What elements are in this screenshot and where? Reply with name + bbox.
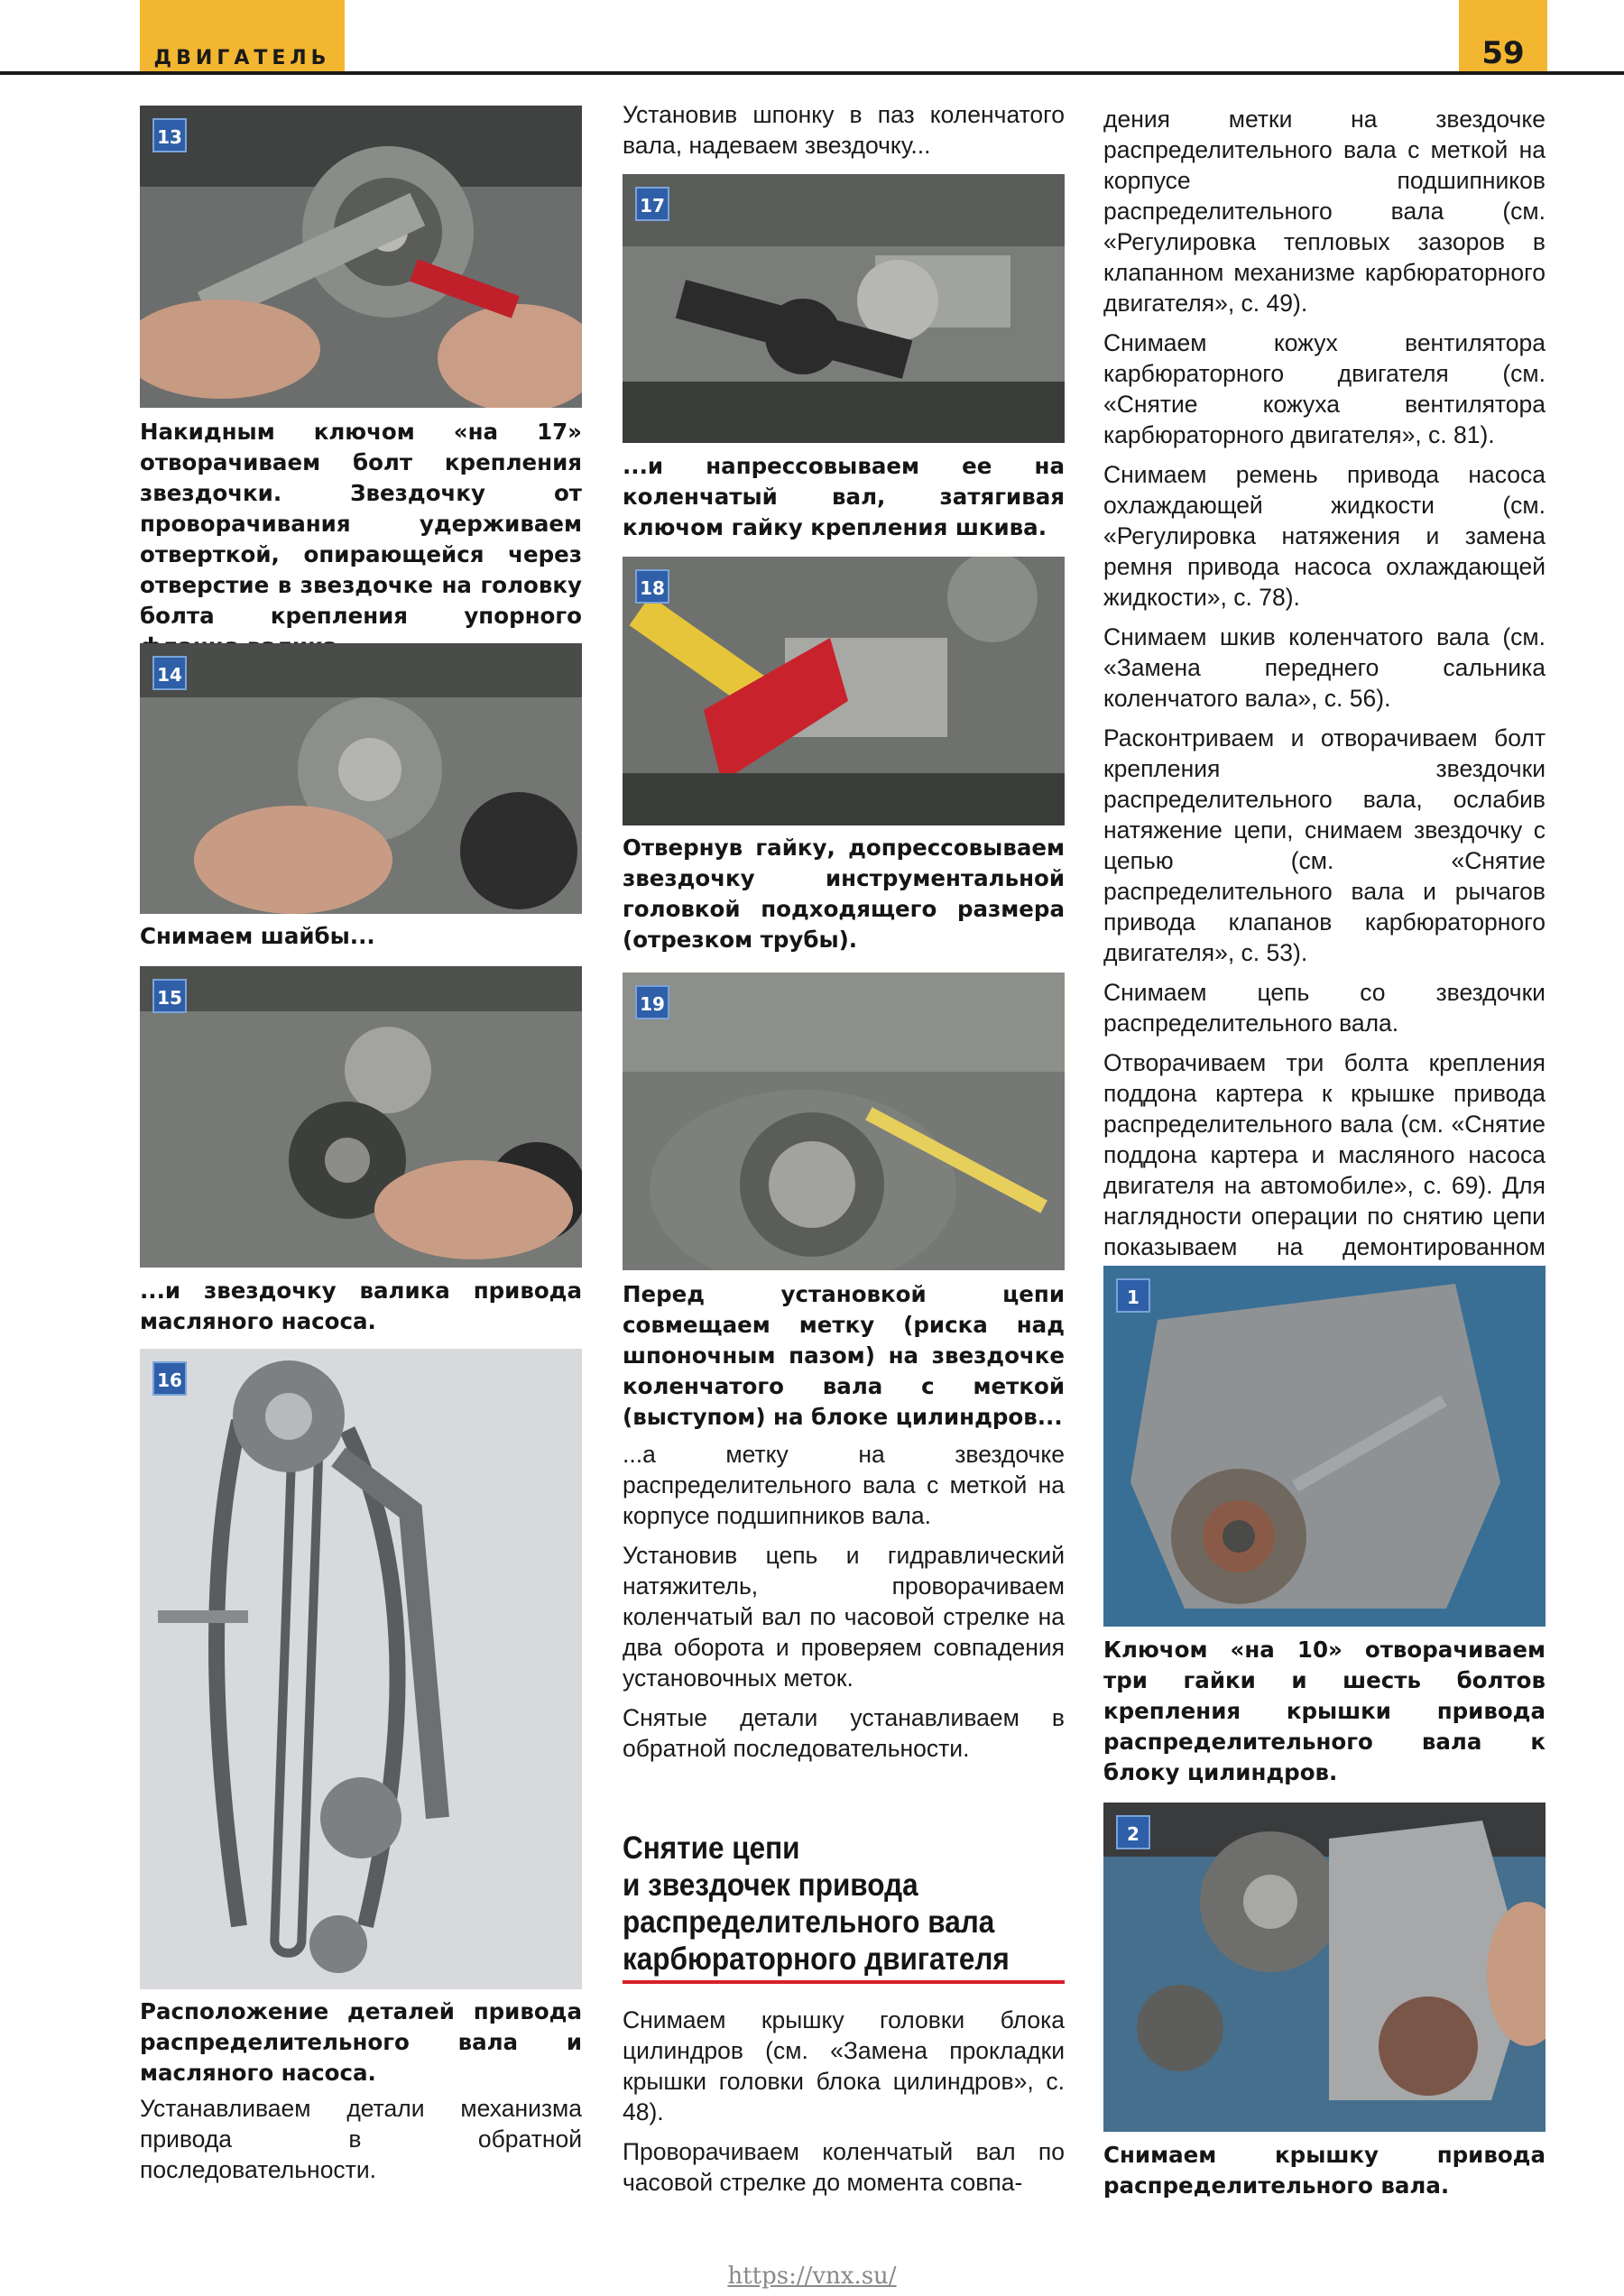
paragraph: Снимаем цепь со звездочки распределительного вала. [1103,979,1546,1037]
paragraph: Устанавливаем детали механизма привода в обратной последовательности. [140,2095,582,2183]
paragraph: Установив цепь и гидравлический натяжитель, проворачиваем коленчатый вал по часовой стрелке на два оборота и проверяем совпадения установочных меток. [623,1542,1065,1692]
paragraph: ...а метку на звездочке распределительного вала с меткой на корпусе подшипников вала. [623,1441,1065,1529]
heading-line: распределительного вала [623,1904,995,1940]
paragraph: Проворачиваем коленчатый вал по часовой стрелке до момента совпа- [623,2138,1065,2196]
caption-15: ...и звездочку валика привода масляного насоса. [140,1277,582,1334]
photo-13 [140,106,582,408]
paragraph: Установив шпонку в паз коленчатого вала, надеваем звездочку... [623,101,1065,159]
photo-number-badge: 19 [635,985,669,1019]
paragraph: Снимаем крышку головки блока цилиндров (см. «Замена прокладки крышки головки блока цилиндров», с. 48). [623,2006,1065,2125]
paragraph: Снимаем кожух вентилятора карбюраторного двигателя (см. «Снятие кожуха вентилятора карбюраторного двигателя», с. 81). [1103,329,1546,448]
caption-17: ...и напрессовываем ее на коленчатый вал, затягивая ключом гайку крепления шкива. [623,453,1065,540]
photo-number-badge: 16 [152,1361,187,1396]
paragraph: дения метки на звездочке распределительного вала с меткой на корпусе подшипников распределительного вала (см. «Регулировка тепловых зазоров в клапанном механизме карбюраторного двигателя», с. 49). [1103,106,1546,317]
caption-18: Отвернув гайку, допрессовываем звездочку инструментальной головкой подходящего размера (отрезком трубы). [623,834,1065,953]
photo-1 [1103,1266,1546,1627]
photo-number-badge: 13 [152,118,187,152]
caption-19: Перед установкой цепи совмещаем метку (риска над шпоночным пазом) на звездочке коленчатого вала с меткой (выступом) на блоке цилиндров... [623,1281,1065,1430]
text-block [623,1439,1065,1773]
section-tab [140,0,345,73]
paragraph: Снимаем ремень привода насоса охлаждающей жидкости (см. «Регулировка натяжения и замена ремня привода насоса охлаждающей жидкости», с. 78). [1103,461,1546,611]
text-block [1103,104,1546,1302]
heading-line: Снятие цепи [623,1830,800,1866]
photo-2 [1103,1803,1546,2132]
page-number-tab [1459,0,1547,73]
photo-19 [623,973,1065,1270]
page-number: 59 [1481,35,1525,71]
photo-number-badge: 17 [635,187,669,221]
heading-rule [623,1980,1065,1984]
caption-14: Снимаем шайбы... [140,923,375,949]
section-title: ДВИГАТЕЛЬ [153,47,331,69]
caption-2: Снимаем крышку привода распределительного вала. [1103,2142,1546,2199]
photo-number-badge: 14 [152,656,187,690]
header-rule [0,71,1624,75]
photo-number-badge: 2 [1116,1815,1150,1849]
photo-15 [140,966,582,1268]
caption-13: Накидным ключом «на 17» отворачиваем болт крепления звездочки. Звездочку от проворачивания удерживаем отверткой, опирающейся через отверстие в звездочке на головку болта крепления упорного [140,419,582,629]
photo-14 [140,643,582,914]
photo-number-badge: 1 [1116,1278,1150,1313]
paragraph: Отворачиваем три болта крепления поддона картера к крышке привода распределительного вала (см. «Снятие поддона картера и масляного насоса двигателя на автомобиле», с. 69). Для наглядности операции по снятию цепи показываем на демонтированном [1103,1049,1546,1260]
photo-16 [140,1349,582,1989]
photo-18 [623,557,1065,825]
caption-16: Расположение деталей привода распределительного вала и масляного насоса. [140,1998,582,2086]
heading-line: карбюраторного двигателя [623,1941,1010,1977]
heading-line: и звездочек привода [623,1867,918,1903]
paragraph: Снятые детали устанавливаем в обратной последовательности. [623,1704,1065,1762]
section-heading [623,1830,1020,1978]
photo-number-badge: 18 [635,569,669,604]
footer-url[interactable]: https://vnx.su/ [727,2263,897,2290]
text-block [623,2005,1065,2207]
caption-1: Ключом «на 10» отворачиваем три гайки и шесть болтов крепления крышки привода распределительного вала к блоку цилиндров. [1103,1637,1546,1785]
paragraph: Снимаем шкив коленчатого вала (см. «Замена переднего сальника коленчатого вала», с. 56). [1103,623,1546,712]
paragraph: Расконтриваем и отворачиваем болт крепления звездочки распределительного вала, ослабив натяжение цепи, снимаем звездочку с цепью (см. «Снятие распределительного вала и рычагов привода клапанов карбюраторного двигателя», с. 53). [1103,724,1546,966]
photo-17 [623,174,1065,443]
photo-number-badge: 15 [152,979,187,1013]
